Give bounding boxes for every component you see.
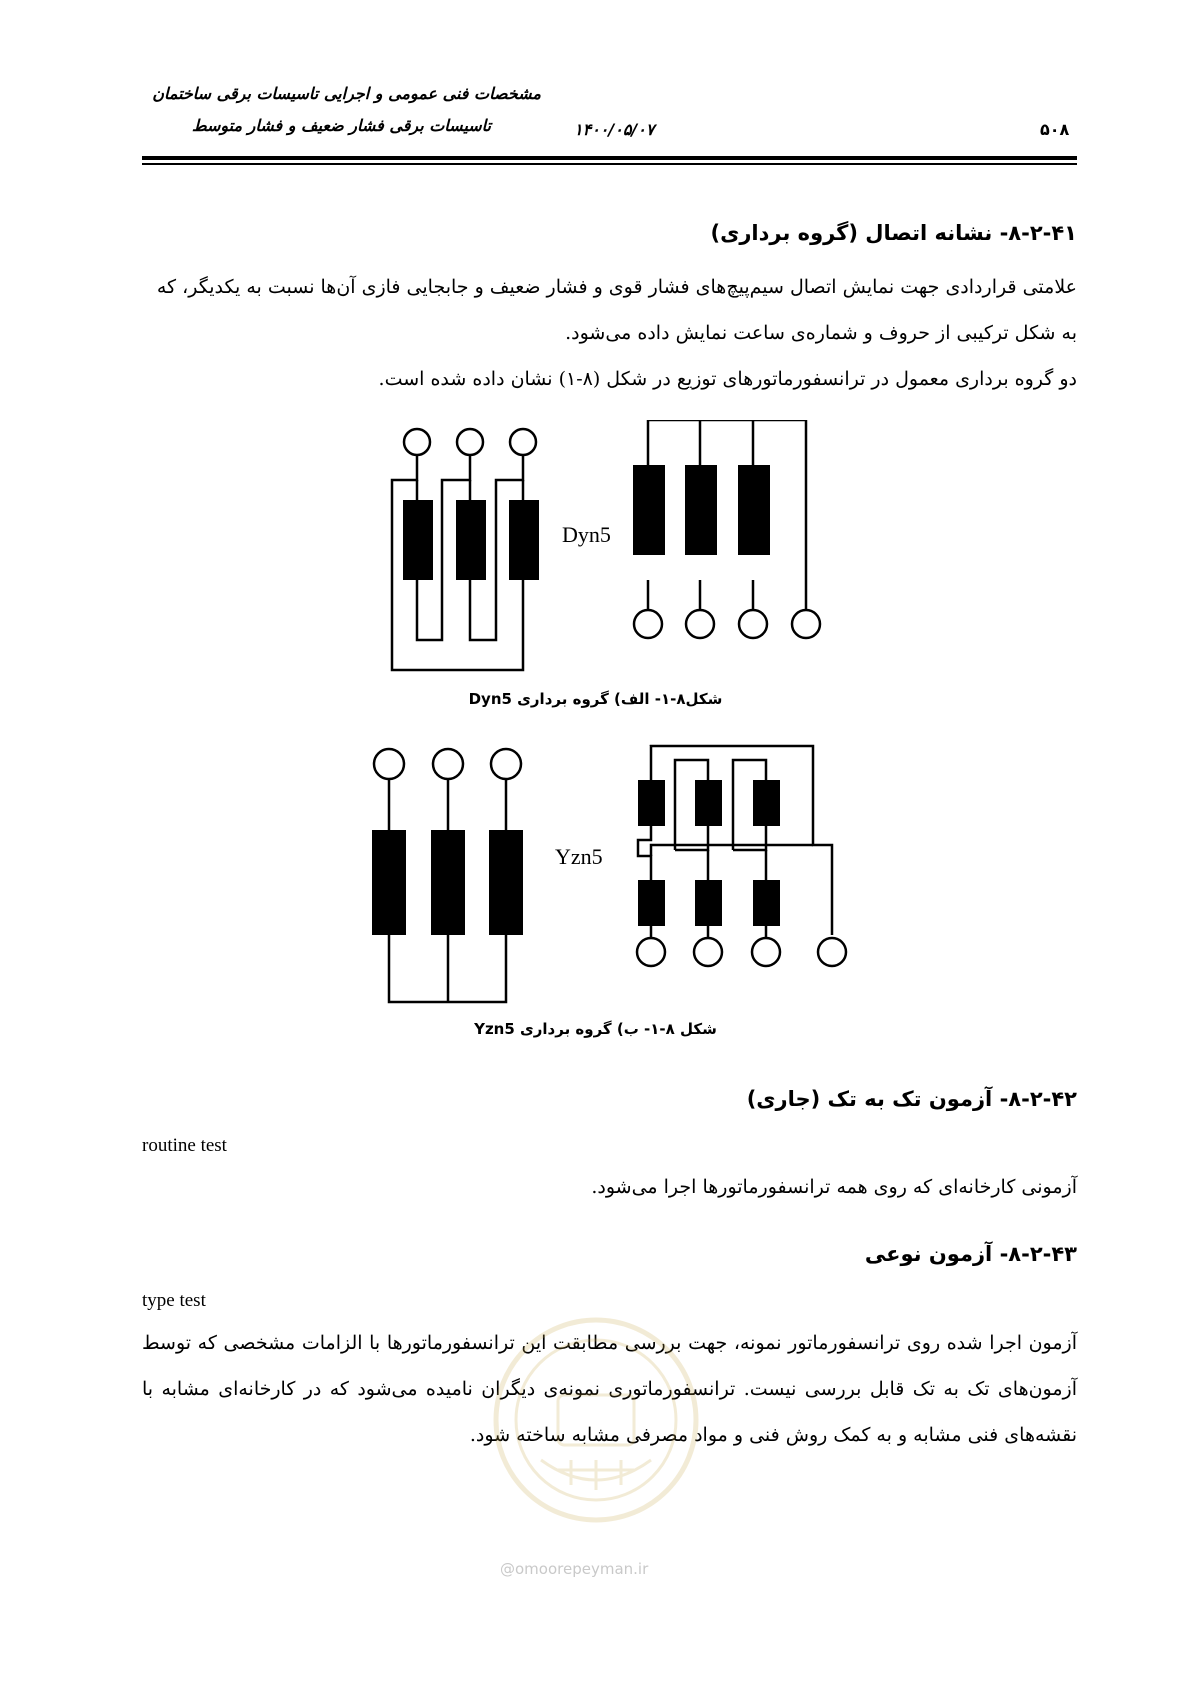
dyn5-lv-terminal-2 [686, 610, 714, 638]
watermark-url: @omoorepeyman.ir [500, 1560, 649, 1578]
yzn5-hv-terminal-2 [433, 749, 463, 779]
dyn5-hv-terminal-1 [404, 429, 430, 455]
header-rule-thin [142, 163, 1077, 165]
yzn5-lv-terminal-n [818, 938, 846, 966]
yzn5-lv-upper-winding-3 [753, 780, 780, 826]
yzn5-lv-terminal-1 [637, 938, 665, 966]
yzn5-lv-terminal-2 [694, 938, 722, 966]
dyn5-lv-winding-3 [738, 465, 770, 555]
yzn5-lv-lower-winding-2 [695, 880, 722, 926]
dyn5-hv-terminal-2 [457, 429, 483, 455]
header-date: ۱۴۰۰/۰۵/۰۷ [574, 120, 655, 139]
yzn5-lv-terminal-3 [752, 938, 780, 966]
yzn5-diagram [370, 740, 850, 1010]
yzn5-lv-lower-winding-3 [753, 880, 780, 926]
section-43-paragraph-line2: آزمون‌های تک به تک قابل بررسی نیست. ترانسفورماتوری نمونه‌ی دیگران نامیده می‌شود که در کارخانه‌ای مشابه با [142, 1378, 1077, 1400]
dyn5-hv-winding-2 [456, 500, 486, 580]
yzn5-lv-upper-winding-1 [638, 780, 665, 826]
section-43-heading: ۸-۲-۴۳- آزمون نوعی [864, 1242, 1077, 1266]
header-title-line1: مشخصات فنی عمومی و اجرایی تاسیسات برقی ساختمان [152, 84, 541, 103]
yzn5-hv-winding-3 [489, 830, 523, 935]
dyn5-lv-terminal-n [792, 610, 820, 638]
dyn5-hv-terminal-3 [510, 429, 536, 455]
yzn5-hv-terminal-1 [374, 749, 404, 779]
section-41-paragraph2: دو گروه برداری معمول در ترانسفورماتورهای توزیع در شکل (۸-۱) نشان داده شده است. [378, 368, 1077, 390]
section-42-heading: ۸-۲-۴۲- آزمون تک به تک (جاری) [746, 1087, 1077, 1111]
section-42-paragraph: آزمونی کارخانه‌ای که روی همه ترانسفورماتورها اجرا می‌شود. [591, 1176, 1077, 1198]
dyn5-lv-terminal-3 [739, 610, 767, 638]
watermark-seal-logo [486, 1310, 706, 1530]
yzn5-lv-upper-winding-2 [695, 780, 722, 826]
yzn5-hv-terminal-3 [491, 749, 521, 779]
section-43-paragraph-line3: نقشه‌های فنی مشابه و به کمک روش فنی و مواد مصرفی مشابه ساخته شود. [469, 1424, 1077, 1446]
yzn5-hv-winding-1 [372, 830, 406, 935]
section-41-paragraph-line2: به شکل ترکیبی از حروف و شماره‌ی ساعت نمایش داده می‌شود. [565, 322, 1077, 344]
dyn5-lv-terminal-1 [634, 610, 662, 638]
yzn5-caption: شکل ۸-۱- ب) گروه برداری Yzn5 [474, 1020, 717, 1038]
header-rule-thick [142, 156, 1077, 160]
section-43-paragraph-line1: آزمون اجرا شده روی ترانسفورماتور نمونه، جهت بررسی مطابقت این ترانسفورماتورها با الزامات مشخصی که توسط [142, 1332, 1077, 1354]
yzn5-lv-lower-winding-1 [638, 880, 665, 926]
dyn5-label: Dyn5 [562, 522, 611, 547]
header-page-number: ۵۰۸ [1040, 120, 1070, 139]
section-41-heading: ۸-۲-۴۱- نشانه اتصال (گروه برداری) [710, 221, 1077, 245]
dyn5-diagram [380, 420, 840, 680]
dyn5-hv-winding-3 [509, 500, 539, 580]
section-43-english-term: type test [142, 1290, 206, 1311]
dyn5-lv-winding-2 [685, 465, 717, 555]
dyn5-caption: شکل۸-۱- الف) گروه برداری Dyn5 [468, 690, 723, 708]
header-title-line2: تاسیسات برقی فشار ضعیف و فشار متوسط [191, 116, 491, 135]
yzn5-label: Yzn5 [555, 844, 603, 869]
yzn5-hv-winding-2 [431, 830, 465, 935]
section-42-english-term: routine test [142, 1135, 227, 1156]
section-41-paragraph-line1: علامتی قراردادی جهت نمایش اتصال سیم‌پیچ‌های فشار قوی و فشار ضعیف و جابجایی فازی آن‌ها نسبت به یکدیگر، که [156, 276, 1077, 298]
dyn5-hv-winding-1 [403, 500, 433, 580]
dyn5-lv-winding-1 [633, 465, 665, 555]
